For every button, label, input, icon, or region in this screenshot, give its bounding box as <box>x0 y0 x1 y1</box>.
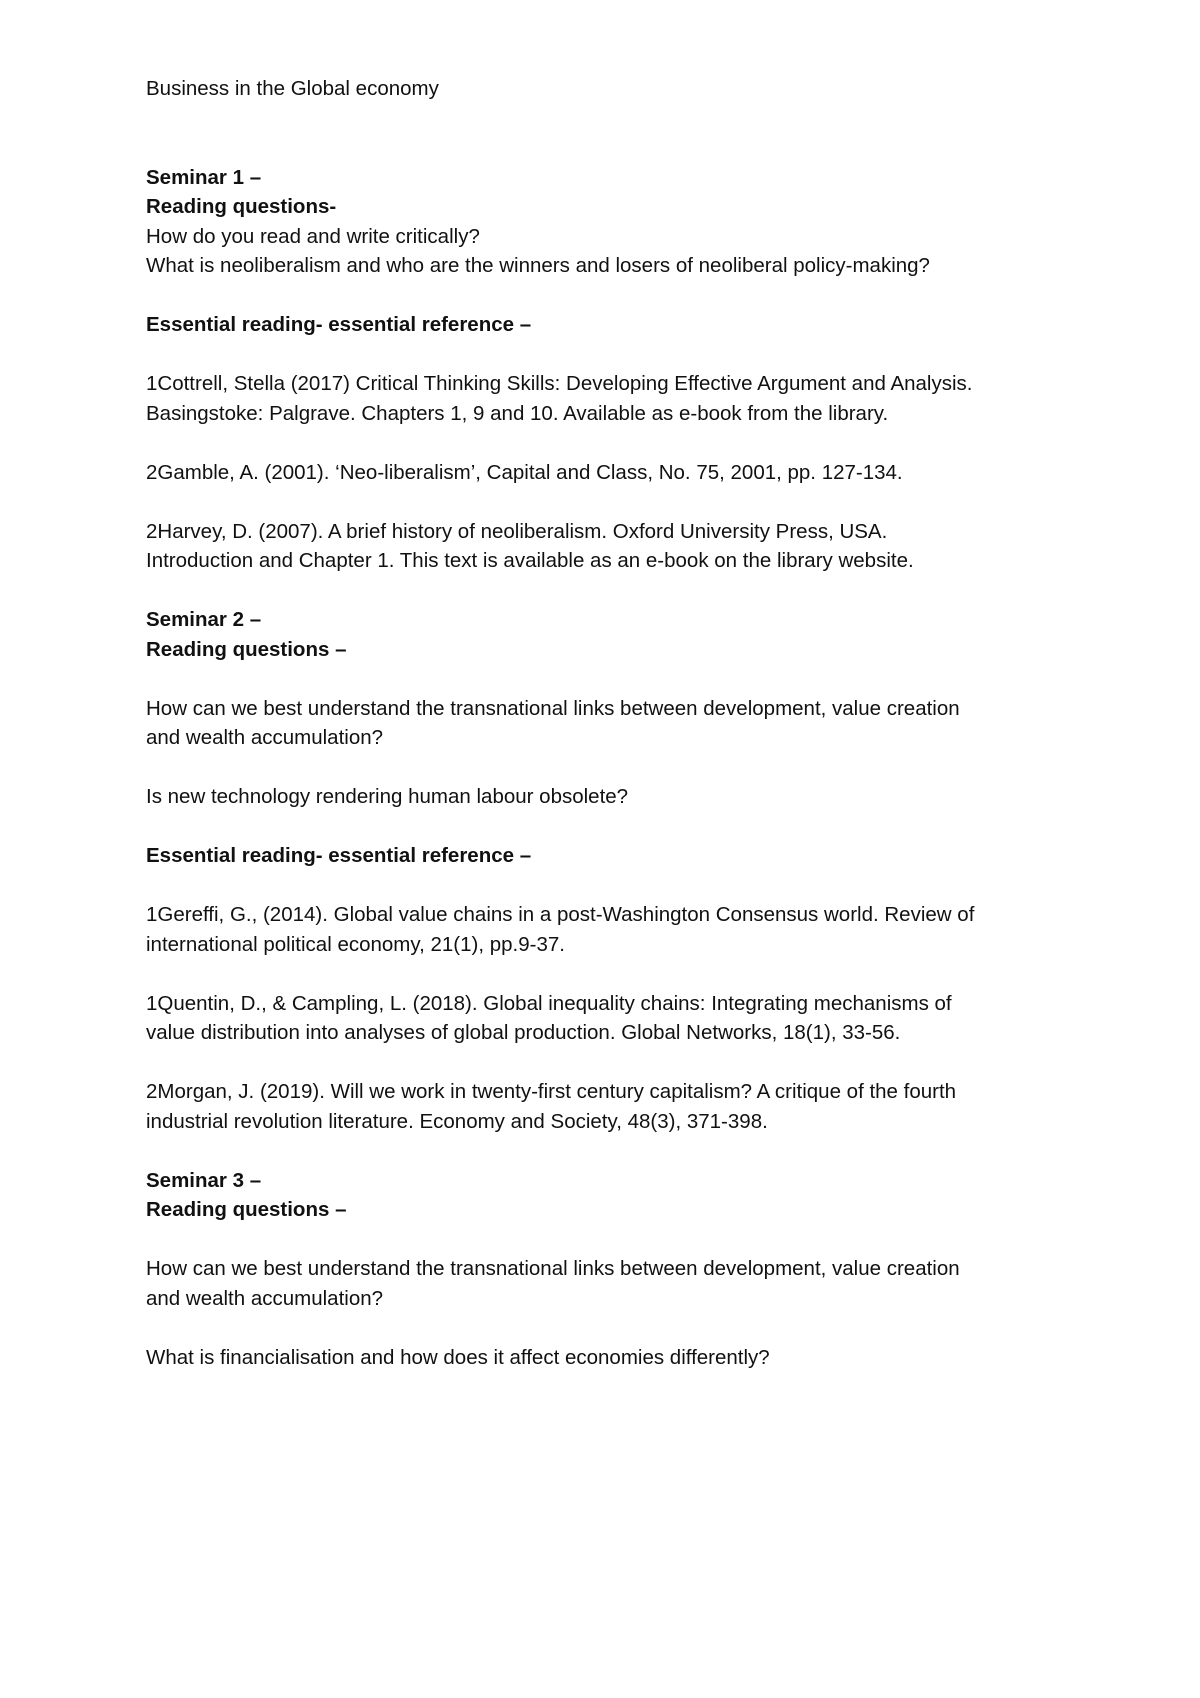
seminar-3-questions-heading: Reading questions – <box>146 1198 347 1221</box>
question-item <box>146 1254 1076 1313</box>
question-line: and wealth accumulation? <box>146 726 384 749</box>
document-title: Business in the Global economy <box>146 77 439 100</box>
spacer <box>146 1225 1076 1255</box>
spacer <box>146 1048 1076 1078</box>
spacer <box>146 871 1076 901</box>
question-line: Is new technology rendering human labour obsolete? <box>146 785 629 808</box>
spacer <box>146 281 1076 311</box>
question-item <box>146 782 1076 812</box>
spacer <box>146 812 1076 842</box>
reference-line: 2Morgan, J. (2019). Will we work in twenty-first century capitalism? A critique of the fourth <box>146 1080 957 1103</box>
seminar-1-questions-heading: Reading questions- <box>146 195 337 218</box>
seminar-2-section <box>146 605 1076 1166</box>
reference-line: industrial revolution literature. Economy and Society, 48(3), 371-398. <box>146 1109 768 1133</box>
spacer <box>146 1136 1076 1166</box>
spacer <box>146 1313 1076 1343</box>
seminar-2-reading-heading: Essential reading- essential reference – <box>146 844 532 867</box>
reference-line: Basingstoke: Palgrave. Chapters 1, 9 and 10. Available as e-book from the library. <box>146 401 889 425</box>
seminar-1-question: How do you read and write critically? <box>146 224 480 248</box>
seminar-1-reading-heading: Essential reading- essential reference – <box>146 313 532 336</box>
seminar-2-questions-heading: Reading questions – <box>146 637 347 661</box>
reference-item <box>146 517 1076 576</box>
spacer <box>146 959 1076 989</box>
reference-line: 1Cottrell, Stella (2017) Critical Thinking Skills: Developing Effective Argument and Analysis. <box>146 372 973 395</box>
reference-line: international political economy, 21(1), pp.9-37. <box>146 932 565 956</box>
reference-line: Introduction and Chapter 1. This text is available as an e-book on the library website. <box>146 549 914 572</box>
seminar-1-question: What is neoliberalism and who are the winners and losers of neoliberal policy-making? <box>146 254 930 277</box>
seminar-1-heading: Seminar 1 – <box>146 165 262 189</box>
reference-line: 1Quentin, D., & Campling, L. (2018). Global inequality chains: Integrating mechanisms of <box>146 991 952 1015</box>
question-line: and wealth accumulation? <box>146 1286 384 1310</box>
reference-item <box>146 369 1076 428</box>
spacer <box>146 428 1076 458</box>
spacer <box>146 340 1076 370</box>
spacer <box>146 576 1076 606</box>
reference-line: 2Gamble, A. (2001). ‘Neo-liberalism’, Capital and Class, No. 75, 2001, pp. 127-134. <box>146 460 903 484</box>
question-line: How can we best understand the transnational links between development, value creation <box>146 696 960 720</box>
seminar-1-section <box>146 163 1076 606</box>
seminar-2-heading: Seminar 2 – <box>146 608 262 631</box>
spacer <box>146 104 1076 163</box>
reference-item <box>146 989 1076 1048</box>
reference-item <box>146 1077 1076 1136</box>
document-body <box>146 74 1076 1372</box>
reference-item <box>146 900 1076 959</box>
reference-item <box>146 458 1076 488</box>
question-item <box>146 1343 1076 1373</box>
spacer <box>146 487 1076 517</box>
reference-line: 2Harvey, D. (2007). A brief history of neoliberalism. Oxford University Press, USA. <box>146 519 888 543</box>
question-line: How can we best understand the transnational links between development, value creation <box>146 1257 960 1280</box>
reference-line: 1Gereffi, G., (2014). Global value chains in a post-Washington Consensus world. Review of <box>146 903 975 926</box>
spacer <box>146 753 1076 783</box>
question-line: What is financialisation and how does it affect economies differently? <box>146 1345 770 1369</box>
seminar-3-heading: Seminar 3 – <box>146 1168 262 1192</box>
seminar-3-section <box>146 1166 1076 1373</box>
reference-line: value distribution into analyses of global production. Global Networks, 18(1), 33-56. <box>146 1021 901 1044</box>
spacer <box>146 664 1076 694</box>
question-item <box>146 694 1076 753</box>
